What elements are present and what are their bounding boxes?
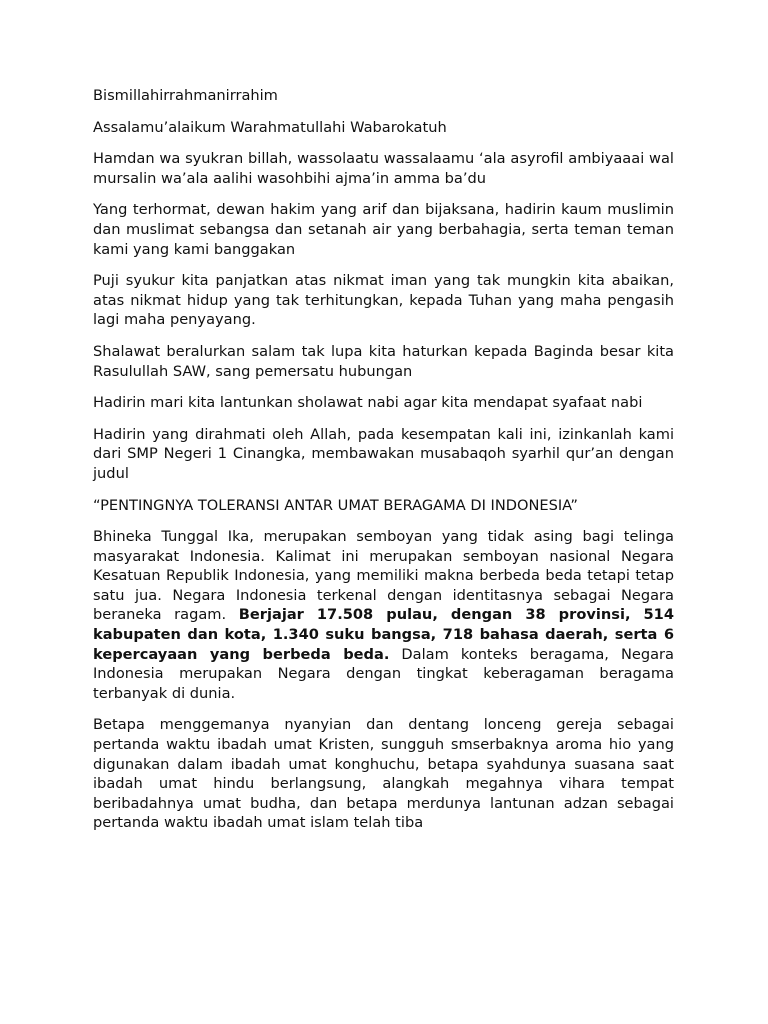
speech-title: “PENTINGNYA TOLERANSI ANTAR UMAT BERAGAMA DI INDONESIA” bbox=[93, 496, 578, 514]
bhineka-text-start: Bhineka Tunggal Ika, merupakan semboyan yang tidak asing bagi telinga masyarakat Indonesia. Kalimat ini merupakan semboyan nasional Negara Kesatuan Republik Indonesia, yang memiliki makna berbeda beda tetapi tetap satu jua. Negara Indonesia terkenal dengan identitasnya sebagai Negara beraneka ragam. bbox=[93, 528, 674, 624]
shalawat-paragraph: Shalawat beralurkan salam tak lupa kita haturkan kepada Baginda besar kita Rasulullah SAW, sang pemersatu hubungan bbox=[93, 342, 674, 380]
bhineka-text-end: Dalam konteks beragama, Negara Indonesia merupakan Negara dengan tingkat keberagaman beragama terbanyak di dunia. bbox=[93, 645, 674, 702]
introduction-paragraph: Hadirin yang dirahmati oleh Allah, pada kesempatan kali ini, izinkanlah kami dari SMP Negeri 1 Cinangka, membawakan musabaqoh syarhil qur’an dengan judul bbox=[93, 425, 674, 482]
bhineka-paragraph bbox=[93, 527, 674, 703]
worship-diversity-paragraph: Betapa menggemanya nyanyian dan dentang lonceng gereja sebagai pertanda waktu ibadah umat Kristen, sungguh smserbaknya aroma hio yang digunakan dalam ibadah umat konghuchu, betapa syahdunya suasana saat ibadah umat hindu berlangsung, alangkah megahnya vihara tempat beribadahnya umat budha, dan betapa merdunya lantunan adzan sebagai pertanda waktu ibadah umat islam telah tiba bbox=[93, 716, 674, 832]
opening-prayer-paragraph: Hamdan wa syukran billah, wassolaatu wassalaamu ‘ala asyrofil ambiyaaai wal mursalin wa’ala aalihi wasohbihi ajma’in amma ba’du bbox=[93, 150, 674, 187]
statistics-bold-text: Berjajar 17.508 pulau, dengan 38 provinsi, 514 kabupaten dan kota, 1.340 suku bangsa, 718 bahasa daerah, serta 6 kepercayaan yang berbeda beda. bbox=[93, 606, 674, 663]
gratitude-paragraph: Puji syukur kita panjatkan atas nikmat iman yang tak mungkin kita abaikan, atas nikmat hidup yang tak terhitungkan, kepada Tuhan yang maha pengasih lagi maha penyayang. bbox=[93, 272, 674, 329]
document-page bbox=[93, 86, 674, 845]
greeting-line: Assalamu’alaikum Warahmatullahi Wabarokatuh bbox=[93, 118, 447, 136]
audience-address-paragraph: Yang terhormat, dewan hakim yang arif dan bijaksana, hadirin kaum muslimin dan muslimat sebangsa dan setanah air yang berbahagia, serta teman teman kami yang kami banggakan bbox=[93, 201, 674, 258]
sholawat-invitation-paragraph: Hadirin mari kita lantunkan sholawat nabi agar kita mendapat syafaat nabi bbox=[93, 394, 643, 412]
basmalah-line: Bismillahirrahmanirrahim bbox=[93, 87, 278, 104]
